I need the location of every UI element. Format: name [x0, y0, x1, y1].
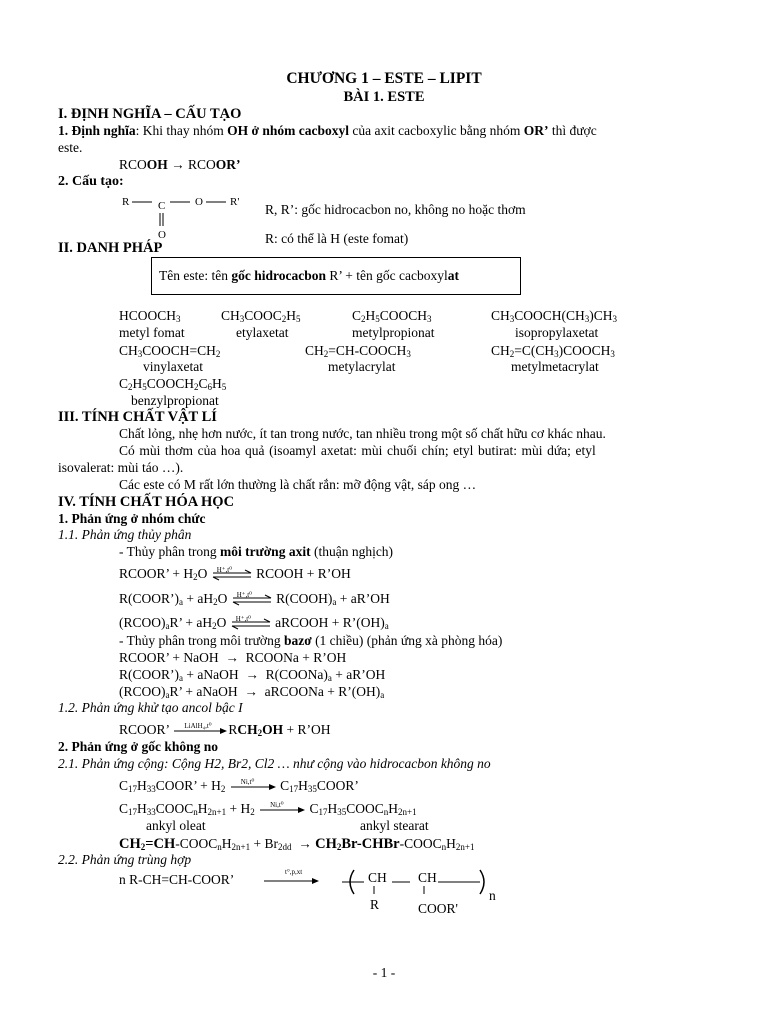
structure-note-1: R, R’: gốc hidrocacbon no, không no hoặc thơm — [265, 202, 526, 217]
structure-note-2: R: có thể là H (este fomat) — [265, 231, 409, 246]
rule-text: R’ + tên gốc cacboxyl — [326, 268, 448, 283]
structure-label: 2. Cấu tạo: — [58, 174, 124, 189]
naming-rule — [159, 268, 459, 284]
struct-c: C — [158, 200, 166, 212]
polymer-ch-1: CH — [368, 870, 387, 885]
subsection-functional-group: 1. Phản ứng ở nhóm chức — [58, 511, 206, 526]
equation-bromination: $CH_2=CH-COOC_nH_{2n+1} + Br_{2dd}$ → $CH_2Br-CHBr-COOC_nH_{2n+1}$ — [119, 836, 475, 852]
definition-line2: este. — [58, 140, 83, 155]
eq-text: → RCO — [167, 157, 216, 172]
acid-hydrolysis-label — [119, 544, 393, 560]
name-vinylaxetat: vinylaxetat — [143, 359, 203, 374]
label-text: bazơ — [283, 633, 312, 648]
formula-7: $CH_2=C(CH_3)COOCH_3$ — [491, 343, 615, 359]
eq-text: RCO — [119, 157, 147, 172]
equation-base-2: $R(COOR’)_a$ + aNaOH → $R(COONa)_a$ + aR’OH — [119, 667, 386, 683]
rule-text: gốc hidrocacbon — [231, 268, 326, 283]
equation-base-3: $(RCOO)_aR$’ + aNaOH → aRCOONa + $R’(OH)_a$ — [119, 684, 385, 700]
label-text: môi trường axit — [220, 544, 311, 559]
name-metylpropionat: metylpropionat — [352, 325, 435, 340]
section-heading-definition: I. ĐỊNH NGHĨA – CẤU TẠO — [58, 106, 242, 122]
struct-o: O — [195, 196, 203, 208]
name-ankyl-stearat: ankyl stearat — [360, 818, 429, 833]
subsection-unsaturated: 2. Phản ứng ở gốc không no — [58, 739, 218, 754]
physical-text-4: Các este có M rất lớn thường là chất rắn: mỡ động vật, sáp ong … — [119, 477, 477, 492]
definition-oh: OH ở nhóm cacboxyl — [227, 123, 350, 138]
name-ankyl-oleat: ankyl oleat — [146, 818, 206, 833]
definition-label: 1. Định nghĩa — [58, 123, 136, 138]
definition-or: OR’ — [523, 123, 549, 138]
formula-3: $C_2H_5COOCH_3$ — [352, 308, 432, 324]
equation-acid-2: $R(COOR’)_a + aH_2O$ H⁺,t⁰ $R(COOH)_a$ + aR’OH — [119, 590, 390, 607]
section-heading-physical: III. TÍNH CHẤT VẬT LÍ — [58, 409, 217, 425]
reversible-arrow-icon: H⁺,t⁰ — [231, 593, 273, 607]
subsection-polymerization: 2.2. Phản ứng trùng hợp — [58, 852, 192, 867]
reversible-arrow-icon: H⁺,t⁰ — [211, 568, 253, 582]
equation-hydrogenation-1: $C_{17}H_{33}COOR$’ + $H_2$ Ni,t⁰ $C_{17}H_{35}COOR$’ — [119, 777, 359, 794]
arrow-icon: Ni,t⁰ — [258, 803, 306, 817]
subsection-hydrolysis: 1.1. Phản ứng thủy phân — [58, 527, 192, 542]
label-text: (1 chiều) (phản ứng xà phòng hóa) — [311, 633, 503, 648]
rcooh-equation — [119, 157, 241, 173]
formula-5: $CH_3COOCH=CH_2$ — [119, 343, 221, 359]
physical-text-2: Có mùi thơm của hoa quả (isoamyl axetat: mùi chuối chín; etyl butirat: mùi dứa; etyl — [119, 443, 596, 458]
struct-r: R — [122, 196, 130, 208]
reversible-arrow-icon: H⁺,t⁰ — [230, 617, 272, 631]
formula-4: $CH_3COOCH(CH_3)CH_3$ — [491, 308, 618, 324]
subsection-reduction: 1.2. Phản ứng khử tạo ancol bậc I — [58, 700, 243, 715]
base-hydrolysis-label — [119, 633, 502, 649]
label-text: - Thủy phân trong môi trường — [119, 633, 284, 648]
equation-acid-3: $(RCOO)_aR$’ + $aH_2O$ H⁺,t⁰ aRCOOH + $R’(OH)_a$ — [119, 614, 389, 631]
label-text: - Thủy phân trong — [119, 544, 220, 559]
name-benzylpropionat: benzylpropionat — [131, 393, 219, 408]
physical-text-1: Chất lỏng, nhẹ hơn nước, ít tan trong nước, tan nhiều trong một số chất hữu cơ khác nhau. — [119, 426, 606, 441]
section-heading-chemical: IV. TÍNH CHẤT HÓA HỌC — [58, 494, 235, 510]
formula-6: $CH_2=CH-COOCH_3$ — [305, 343, 411, 359]
arrow-icon: Ni,t⁰ — [229, 780, 277, 794]
struct-o2: O — [158, 229, 166, 241]
subsection-addition: 2.1. Phản ứng cộng: Cộng H2, Br2, Cl2 … như cộng vào hidrocacbon không no — [58, 756, 491, 771]
name-etylaxetat: etylaxetat — [236, 325, 289, 340]
formula-2: $CH_3COOC_2H_5$ — [221, 308, 301, 324]
definition-text: của axit cacboxylic bằng nhóm — [349, 123, 524, 138]
rule-text: Tên este: tên — [159, 268, 232, 283]
polymer-n: n — [489, 888, 496, 903]
struct-rp: R' — [230, 196, 240, 208]
polymer-ch-2: CH — [418, 870, 437, 885]
polymer-r: R — [370, 897, 380, 912]
structure-bonds — [118, 195, 248, 235]
equation-reduction: RCOOR’ LiAlH₄,t⁰ $RCH_2OH$ + R’OH — [119, 721, 331, 738]
formula-8: $C_2H_5COOCH_2C_6H_5$ — [119, 376, 227, 392]
equation-hydrogenation-2: $C_{17}H_{33}COOC_nH_{2n+1} + H_2$ Ni,t⁰ $C_{17}H_{35}COOC_nH_{2n+1}$ — [119, 800, 417, 817]
label-text: (thuận nghịch) — [310, 544, 394, 559]
definition-text: : Khi thay nhóm — [135, 123, 228, 138]
equation-acid-1: RCOOR’ + $H_2O$ H⁺,t⁰ RCOOH + R’OH — [119, 565, 351, 582]
chapter-title: CHƯƠNG 1 – ESTE – LIPIT — [286, 70, 482, 87]
name-isopropylaxetat: isopropylaxetat — [515, 325, 599, 340]
eq-text: OR’ — [215, 157, 241, 172]
arrow-icon: LiAlH₄,t⁰ — [172, 724, 228, 738]
eq-text: OH — [146, 157, 168, 172]
polymer-reactant: n R-CH=CH-COOR’ — [119, 872, 235, 887]
definition-text: thì được — [548, 123, 597, 138]
page-number: - 1 - — [372, 965, 396, 980]
name-metyl-fomat: metyl fomat — [119, 325, 185, 340]
name-metylmetacrylat: metylmetacrylat — [511, 359, 599, 374]
section-heading-nomenclature: II. DANH PHÁP — [58, 240, 163, 256]
polymer-coor: COOR' — [418, 901, 458, 916]
physical-text-3: isovalerat: mùi táo …). — [58, 460, 184, 475]
definition-line — [58, 123, 597, 139]
arrow-icon — [262, 876, 322, 886]
name-metylacrylat: metylacrylat — [328, 359, 396, 374]
polymer-conditions: t°,p,xt — [285, 868, 303, 876]
rule-text: at — [447, 268, 459, 283]
lesson-title: BÀI 1. ESTE — [343, 89, 425, 105]
equation-base-1: RCOOR’ + NaOH → RCOONa + R’OH — [119, 650, 347, 665]
formula-1: $HCOOCH_3$ — [119, 308, 181, 324]
